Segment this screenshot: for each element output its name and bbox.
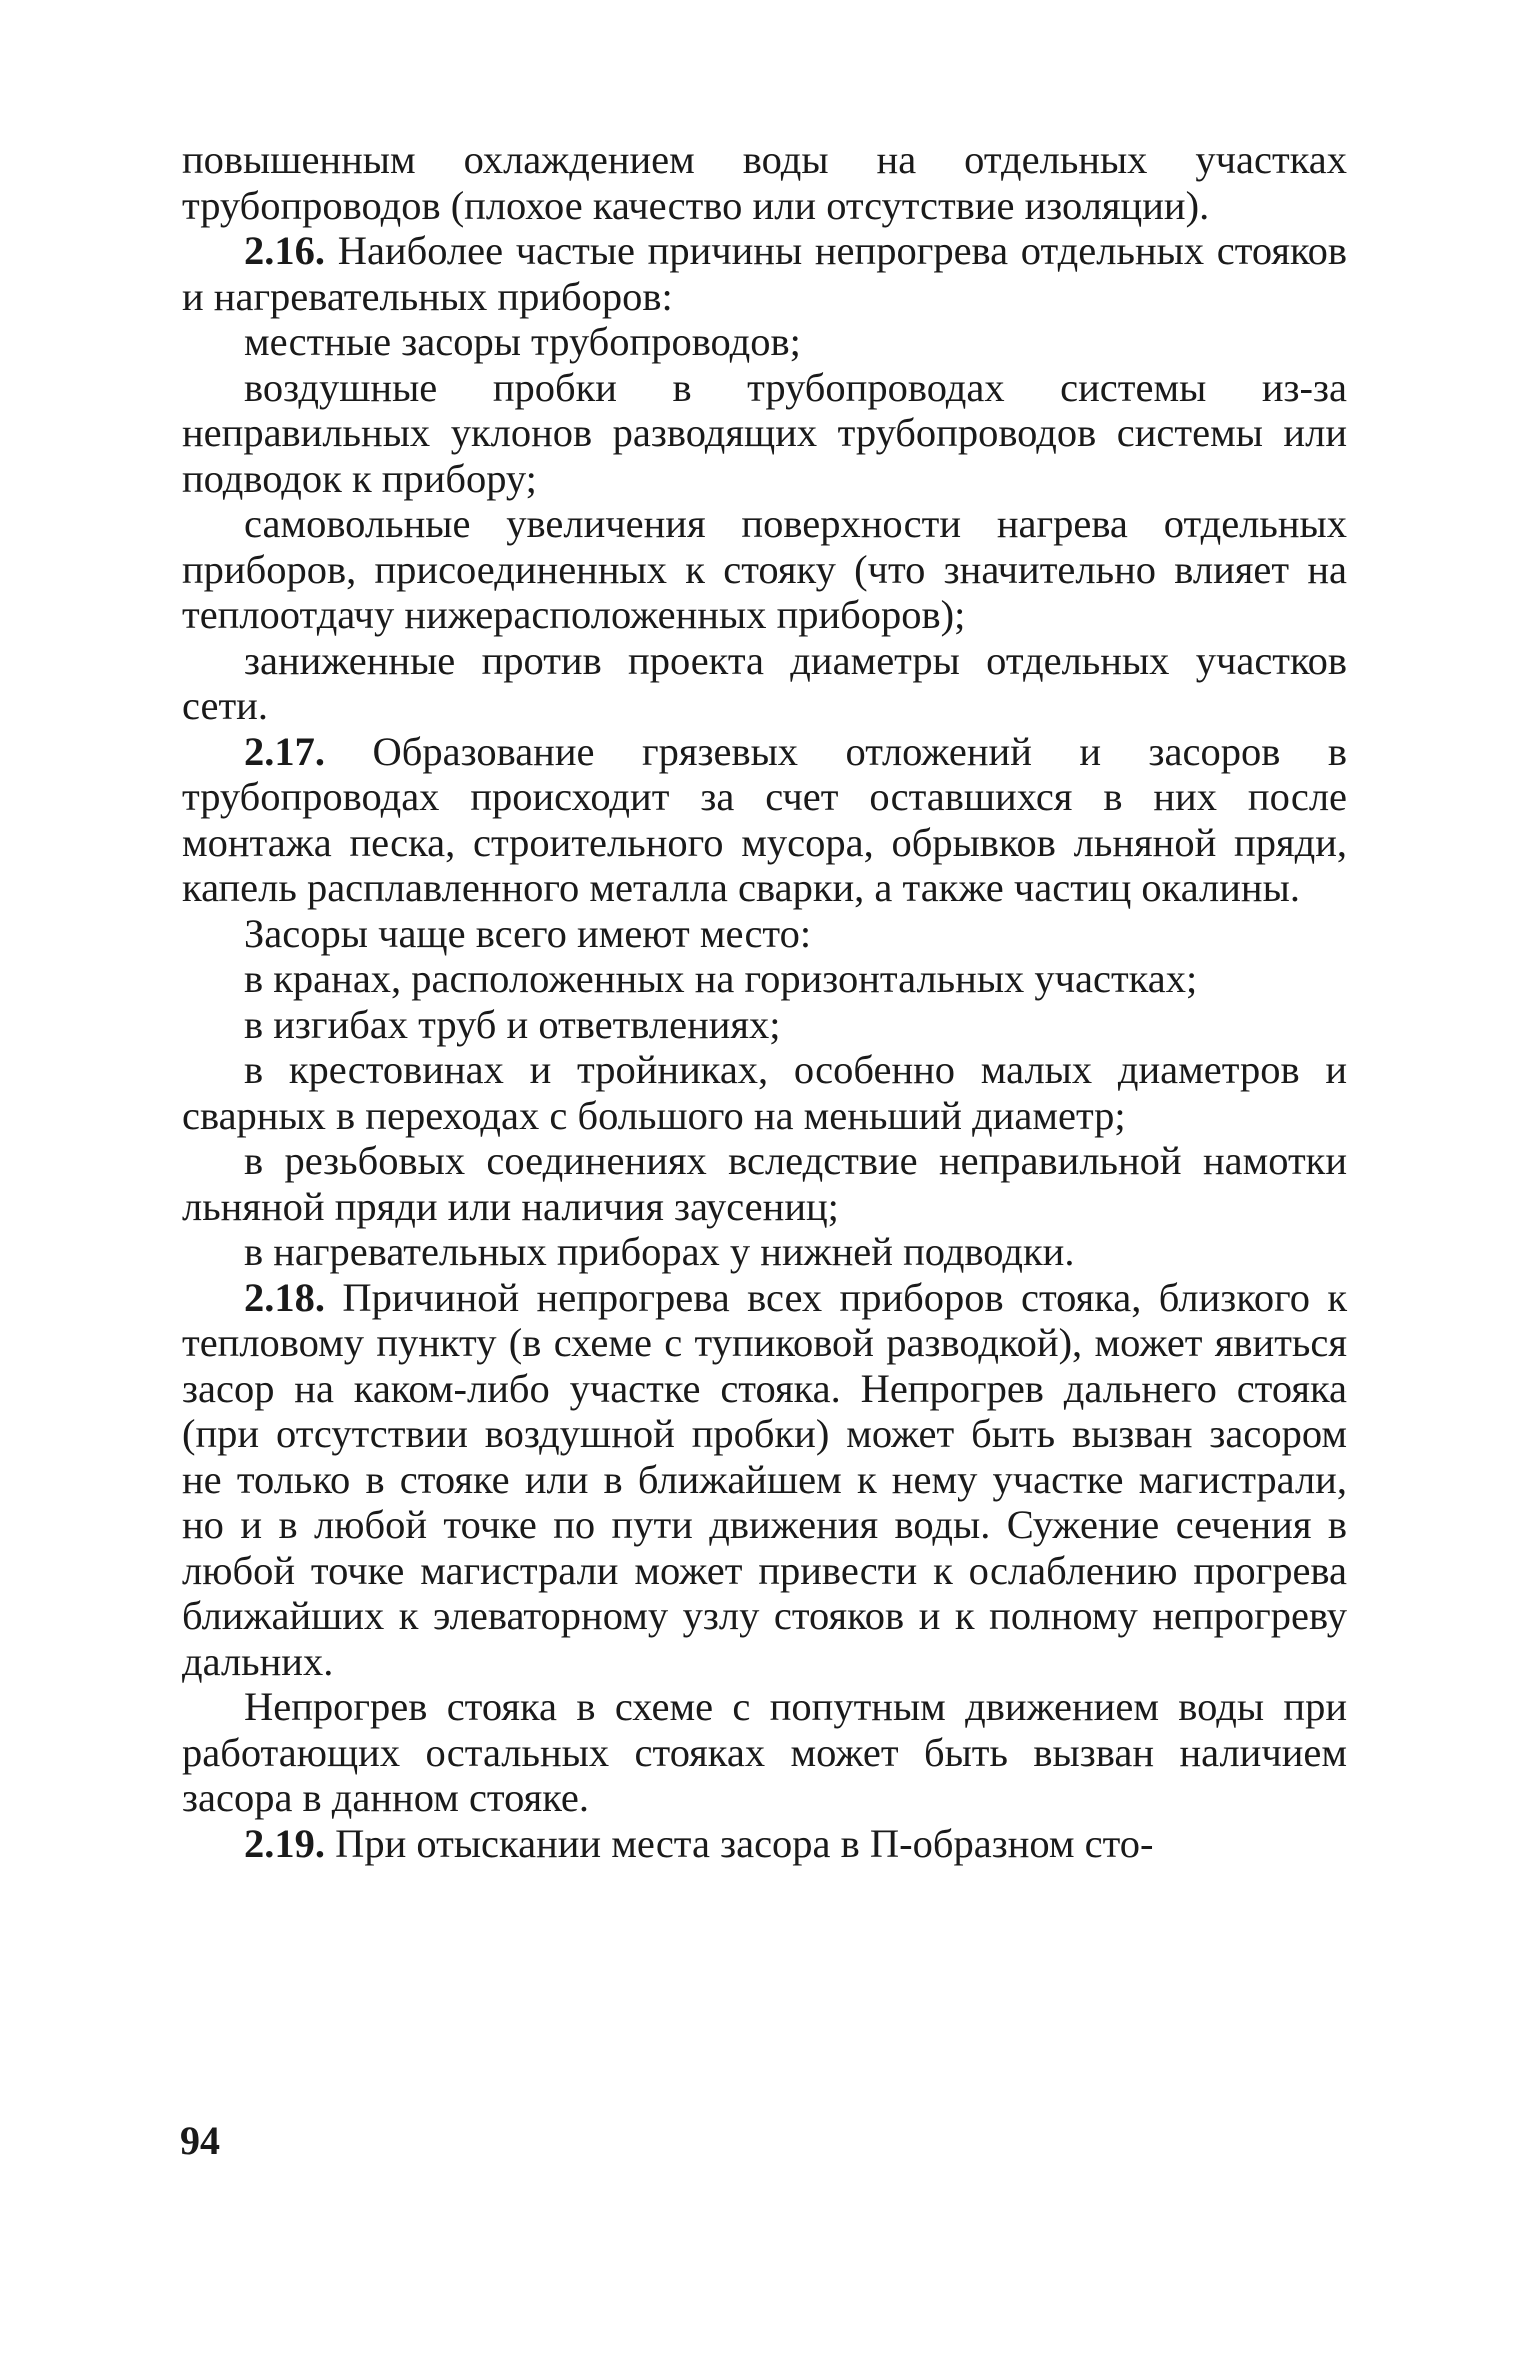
paragraph-text: Образование грязевых отложений и засоров в трубопроводах происходит за счет оставшихся в них после монтажа песка, строительного мусора, обрывков льняной пряди, капель расплавленного металла сварки, а также частиц окалины.: [182, 728, 1348, 910]
paragraph-text: в изгибах труб и ответвлениях;: [244, 1001, 781, 1047]
paragraph-text: самовольные увеличения поверхности нагрева отдельных приборов, присоединенных к стояку (что значительно влияет на теплоотдачу нижерасположенных приборов);: [182, 501, 1347, 637]
paragraph: [182, 501, 1347, 638]
paragraph-text: в нагревательных приборах у нижней подводки.: [244, 1229, 1075, 1274]
paragraph-text: местные засоры трубопроводов;: [244, 319, 801, 364]
paragraph: [182, 1047, 1347, 1138]
paragraph: [182, 1138, 1347, 1229]
paragraph: [182, 365, 1347, 502]
numbered-paragraph: [182, 1821, 1347, 1867]
paragraph: [182, 1002, 1347, 1048]
paragraph-text: повышенным охлаждением воды на отдельных участках трубопроводов (плохое качество или отсутствие изоляции).: [182, 137, 1347, 228]
paragraph-text: заниженные против проекта диаметры отдельных участков сети.: [182, 637, 1347, 728]
paragraph: [182, 1229, 1347, 1275]
paragraph: [182, 911, 1347, 957]
paragraph-text: в крестовинах и тройниках, особенно малых диаметров и сварных в переходах с большого на меньший диаметр;: [182, 1047, 1347, 1138]
numbered-paragraph: [182, 228, 1347, 319]
paragraph: [182, 319, 1347, 365]
paragraph-text: в кранах, расположенных на горизонтальных участках;: [244, 956, 1198, 1001]
paragraph-text: в резьбовых соединениях вследствие неправильной намотки льняной пряди или наличия заусениц;: [182, 1138, 1347, 1229]
paragraph-number: 2.16.: [244, 228, 325, 273]
numbered-paragraph: [182, 729, 1347, 911]
paragraph-text: Засоры чаще всего имеют место:: [244, 910, 812, 956]
body-text: [182, 137, 1347, 1866]
page-number: 94: [180, 2118, 220, 2163]
paragraph-text: При отыскании места засора в П-образном сто-: [335, 1820, 1154, 1866]
paragraph: [182, 137, 1347, 228]
paragraph-text: Непрогрев стояка в схеме с попутным движением воды при работающих остальных стояках может быть вызван наличием засора в данном стояке.: [182, 1684, 1347, 1820]
paragraph: [182, 638, 1347, 729]
paragraph-text: Наиболее частые причины непрогрева отдельных стояков и нагревательных приборов:: [182, 228, 1348, 319]
paragraph: [182, 956, 1347, 1002]
paragraph-number: 2.19.: [244, 1820, 325, 1866]
paragraph-number: 2.18.: [244, 1274, 325, 1320]
paragraph-number: 2.17.: [244, 728, 325, 774]
paragraph-text: воздушные пробки в трубопроводах системы из-за неправильных уклонов разводящих трубопроводов системы или подводок к прибору;: [182, 364, 1347, 501]
paragraph: [182, 1684, 1347, 1821]
paragraph-text: Причиной непрогрева всех приборов стояка, близкого к тепловому пункту (в схеме с тупиковой разводкой), может явиться засор на каком-либо участке стояка. Непрогрев дальнего стояка (при отсутствии воздушной пробки) может быть вызван засором не только в стояке или в ближайшем к нему участке магистрали, но и в любой точке по пути движения воды. Сужение сечения в любой точке магистрали может привести к ослаблению прогрева ближайших к элеваторному узлу стояков и к полному непрогреву дальних.: [182, 1274, 1348, 1684]
numbered-paragraph: [182, 1275, 1347, 1685]
